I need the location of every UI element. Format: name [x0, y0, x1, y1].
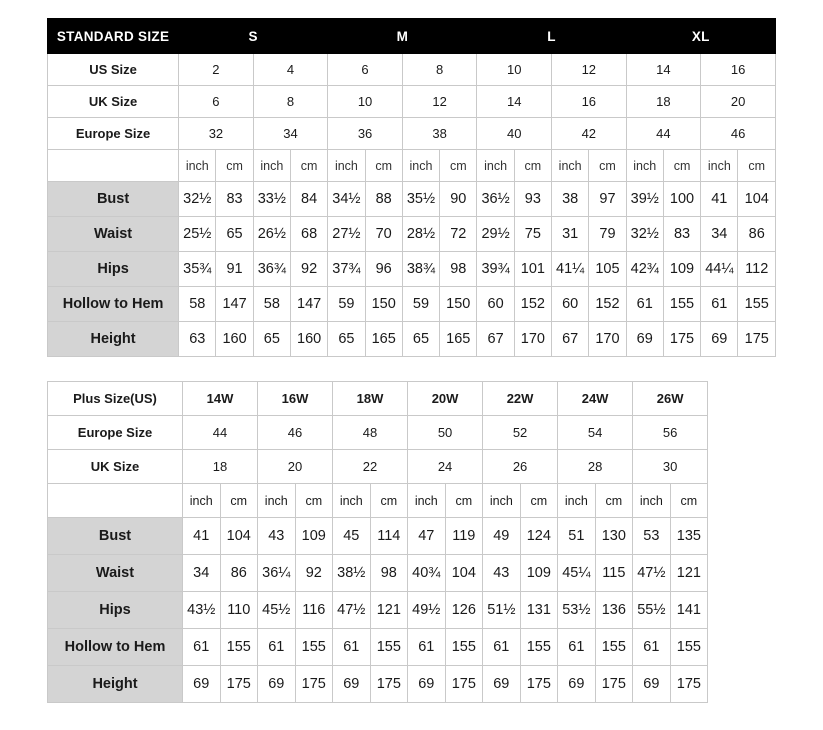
cell-value: 67 [477, 322, 514, 357]
cell-value: 10 [328, 86, 403, 118]
cell-value: 42 [552, 118, 627, 150]
cell-value: 147 [290, 287, 327, 322]
row-label-uk-size: UK Size [48, 450, 183, 484]
plus-header-size: 20W [408, 382, 483, 416]
cell-value: 46 [258, 416, 333, 450]
cell-value: 25½ [179, 217, 216, 252]
unit-cell: cm [663, 150, 700, 182]
cell-value: 155 [663, 287, 700, 322]
cell-value: 116 [295, 592, 333, 629]
table-row [48, 629, 708, 666]
standard-units-row [48, 150, 776, 182]
standard-header-title: STANDARD SIZE [48, 19, 179, 54]
cell-value: 70 [365, 217, 402, 252]
cell-value: 49½ [408, 592, 446, 629]
cell-value: 4 [253, 54, 328, 86]
cell-value: 121 [370, 592, 408, 629]
cell-value: 43 [258, 518, 296, 555]
cell-value: 28 [558, 450, 633, 484]
cell-value: 59 [402, 287, 439, 322]
cell-value: 124 [520, 518, 558, 555]
unit-cell: cm [514, 150, 551, 182]
row-label-uk-size: UK Size [48, 86, 179, 118]
table-row [48, 118, 776, 150]
cell-value: 135 [670, 518, 708, 555]
cell-value: 105 [589, 252, 626, 287]
cell-value: 109 [520, 555, 558, 592]
cell-value: 36¾ [253, 252, 290, 287]
plus-header-size: 18W [333, 382, 408, 416]
cell-value: 44 [626, 118, 701, 150]
cell-value: 86 [738, 217, 776, 252]
cell-value: 35½ [402, 182, 439, 217]
cell-value: 24 [408, 450, 483, 484]
cell-value: 160 [216, 322, 253, 357]
cell-value: 55½ [633, 592, 671, 629]
cell-value: 131 [520, 592, 558, 629]
cell-value: 58 [179, 287, 216, 322]
cell-value: 175 [370, 666, 408, 703]
table-row [48, 450, 708, 484]
cell-value: 45¼ [558, 555, 596, 592]
units-row-label [48, 150, 179, 182]
cell-value: 67 [552, 322, 589, 357]
unit-cell: inch [701, 150, 738, 182]
cell-value: 14 [626, 54, 701, 86]
row-label-waist: Waist [48, 217, 179, 252]
cell-value: 47½ [633, 555, 671, 592]
cell-value: 43½ [183, 592, 221, 629]
unit-cell: inch [633, 484, 671, 518]
cell-value: 61 [558, 629, 596, 666]
standard-header-group-s: S [179, 19, 328, 54]
unit-cell: inch [402, 150, 439, 182]
row-label-bust: Bust [48, 182, 179, 217]
cell-value: 2 [179, 54, 254, 86]
cell-value: 104 [445, 555, 483, 592]
table-row [48, 252, 776, 287]
cell-value: 175 [670, 666, 708, 703]
row-label-height: Height [48, 322, 179, 357]
cell-value: 155 [738, 287, 776, 322]
unit-cell: cm [370, 484, 408, 518]
table-row [48, 217, 776, 252]
cell-value: 41 [183, 518, 221, 555]
cell-value: 92 [295, 555, 333, 592]
cell-value: 51½ [483, 592, 521, 629]
cell-value: 36¼ [258, 555, 296, 592]
cell-value: 61 [183, 629, 221, 666]
cell-value: 86 [220, 555, 258, 592]
row-label-bust: Bust [48, 518, 183, 555]
cell-value: 96 [365, 252, 402, 287]
cell-value: 155 [520, 629, 558, 666]
cell-value: 65 [253, 322, 290, 357]
row-label-hollow-to-hem: Hollow to Hem [48, 287, 179, 322]
cell-value: 155 [670, 629, 708, 666]
row-label-hips: Hips [48, 252, 179, 287]
table-row [48, 592, 708, 629]
cell-value: 37¾ [328, 252, 365, 287]
unit-cell: cm [670, 484, 708, 518]
cell-value: 38¾ [402, 252, 439, 287]
unit-cell: cm [520, 484, 558, 518]
cell-value: 61 [701, 287, 738, 322]
cell-value: 53½ [558, 592, 596, 629]
cell-value: 38 [402, 118, 477, 150]
plus-size-table [47, 381, 708, 703]
cell-value: 28½ [402, 217, 439, 252]
cell-value: 97 [589, 182, 626, 217]
cell-value: 112 [738, 252, 776, 287]
cell-value: 104 [220, 518, 258, 555]
cell-value: 175 [520, 666, 558, 703]
cell-value: 47½ [333, 592, 371, 629]
cell-value: 93 [514, 182, 551, 217]
cell-value: 10 [477, 54, 552, 86]
cell-value: 136 [595, 592, 633, 629]
cell-value: 69 [408, 666, 446, 703]
cell-value: 61 [408, 629, 446, 666]
unit-cell: cm [365, 150, 402, 182]
unit-cell: inch [477, 150, 514, 182]
cell-value: 155 [595, 629, 633, 666]
row-label-waist: Waist [48, 555, 183, 592]
unit-cell: cm [220, 484, 258, 518]
cell-value: 83 [216, 182, 253, 217]
cell-value: 175 [220, 666, 258, 703]
unit-cell: inch [558, 484, 596, 518]
cell-value: 150 [365, 287, 402, 322]
cell-value: 48 [333, 416, 408, 450]
table-row [48, 518, 708, 555]
cell-value: 110 [220, 592, 258, 629]
cell-value: 58 [253, 287, 290, 322]
cell-value: 101 [514, 252, 551, 287]
cell-value: 60 [552, 287, 589, 322]
cell-value: 155 [370, 629, 408, 666]
plus-header-label: Plus Size(US) [48, 382, 183, 416]
unit-cell: inch [483, 484, 521, 518]
unit-cell: inch [258, 484, 296, 518]
cell-value: 65 [216, 217, 253, 252]
cell-value: 54 [558, 416, 633, 450]
cell-value: 35¾ [179, 252, 216, 287]
cell-value: 152 [514, 287, 551, 322]
cell-value: 34 [183, 555, 221, 592]
cell-value: 16 [701, 54, 776, 86]
standard-table-header-row [48, 19, 776, 54]
cell-value: 98 [370, 555, 408, 592]
plus-header-size: 26W [633, 382, 708, 416]
table-row [48, 287, 776, 322]
cell-value: 69 [633, 666, 671, 703]
cell-value: 69 [333, 666, 371, 703]
cell-value: 170 [514, 322, 551, 357]
cell-value: 155 [220, 629, 258, 666]
cell-value: 100 [663, 182, 700, 217]
cell-value: 16 [552, 86, 627, 118]
unit-cell: cm [295, 484, 333, 518]
cell-value: 45½ [258, 592, 296, 629]
cell-value: 61 [633, 629, 671, 666]
cell-value: 69 [483, 666, 521, 703]
plus-size-section [47, 381, 776, 703]
plus-table-header-row [48, 382, 708, 416]
cell-value: 20 [701, 86, 776, 118]
cell-value: 32½ [179, 182, 216, 217]
unit-cell: inch [626, 150, 663, 182]
cell-value: 109 [663, 252, 700, 287]
cell-value: 69 [183, 666, 221, 703]
cell-value: 170 [589, 322, 626, 357]
cell-value: 6 [179, 86, 254, 118]
cell-value: 51 [558, 518, 596, 555]
cell-value: 141 [670, 592, 708, 629]
plus-header-size: 14W [183, 382, 258, 416]
cell-value: 52 [483, 416, 558, 450]
cell-value: 12 [402, 86, 477, 118]
cell-value: 31 [552, 217, 589, 252]
units-row-label [48, 484, 183, 518]
cell-value: 56 [633, 416, 708, 450]
standard-header-group-m: M [328, 19, 477, 54]
row-label-height: Height [48, 666, 183, 703]
cell-value: 50 [408, 416, 483, 450]
cell-value: 92 [290, 252, 327, 287]
cell-value: 160 [290, 322, 327, 357]
cell-value: 36½ [477, 182, 514, 217]
cell-value: 18 [183, 450, 258, 484]
cell-value: 18 [626, 86, 701, 118]
unit-cell: cm [589, 150, 626, 182]
cell-value: 175 [663, 322, 700, 357]
cell-value: 6 [328, 54, 403, 86]
cell-value: 109 [295, 518, 333, 555]
cell-value: 20 [258, 450, 333, 484]
row-label-us-size: US Size [48, 54, 179, 86]
row-label-hollow-to-hem: Hollow to Hem [48, 629, 183, 666]
unit-cell: cm [738, 150, 776, 182]
cell-value: 32½ [626, 217, 663, 252]
plus-header-size: 24W [558, 382, 633, 416]
unit-cell: inch [253, 150, 290, 182]
cell-value: 26 [483, 450, 558, 484]
cell-value: 14 [477, 86, 552, 118]
standard-header-group-xl: XL [626, 19, 775, 54]
cell-value: 39¾ [477, 252, 514, 287]
plus-header-size: 22W [483, 382, 558, 416]
cell-value: 60 [477, 287, 514, 322]
cell-value: 165 [440, 322, 477, 357]
cell-value: 29½ [477, 217, 514, 252]
cell-value: 79 [589, 217, 626, 252]
cell-value: 69 [701, 322, 738, 357]
cell-value: 61 [258, 629, 296, 666]
table-row [48, 86, 776, 118]
cell-value: 104 [738, 182, 776, 217]
cell-value: 152 [589, 287, 626, 322]
unit-cell: inch [179, 150, 216, 182]
cell-value: 175 [295, 666, 333, 703]
unit-cell: inch [183, 484, 221, 518]
cell-value: 126 [445, 592, 483, 629]
unit-cell: cm [595, 484, 633, 518]
table-row [48, 54, 776, 86]
cell-value: 40¾ [408, 555, 446, 592]
unit-cell: inch [328, 150, 365, 182]
table-row [48, 322, 776, 357]
cell-value: 8 [253, 86, 328, 118]
plus-units-row [48, 484, 708, 518]
cell-value: 46 [701, 118, 776, 150]
row-label-europe-size: Europe Size [48, 118, 179, 150]
cell-value: 61 [483, 629, 521, 666]
cell-value: 91 [216, 252, 253, 287]
cell-value: 34 [701, 217, 738, 252]
cell-value: 36 [328, 118, 403, 150]
cell-value: 130 [595, 518, 633, 555]
cell-value: 38½ [333, 555, 371, 592]
cell-value: 68 [290, 217, 327, 252]
cell-value: 65 [328, 322, 365, 357]
cell-value: 147 [216, 287, 253, 322]
cell-value: 65 [402, 322, 439, 357]
cell-value: 39½ [626, 182, 663, 217]
cell-value: 47 [408, 518, 446, 555]
cell-value: 42¾ [626, 252, 663, 287]
cell-value: 53 [633, 518, 671, 555]
unit-cell: cm [445, 484, 483, 518]
cell-value: 175 [445, 666, 483, 703]
cell-value: 115 [595, 555, 633, 592]
cell-value: 119 [445, 518, 483, 555]
unit-cell: cm [216, 150, 253, 182]
cell-value: 61 [626, 287, 663, 322]
standard-size-table [47, 18, 776, 357]
unit-cell: inch [408, 484, 446, 518]
cell-value: 34 [253, 118, 328, 150]
cell-value: 165 [365, 322, 402, 357]
row-label-hips: Hips [48, 592, 183, 629]
cell-value: 40 [477, 118, 552, 150]
cell-value: 30 [633, 450, 708, 484]
cell-value: 59 [328, 287, 365, 322]
cell-value: 61 [333, 629, 371, 666]
cell-value: 121 [670, 555, 708, 592]
table-row [48, 555, 708, 592]
unit-cell: inch [333, 484, 371, 518]
cell-value: 88 [365, 182, 402, 217]
cell-value: 98 [440, 252, 477, 287]
cell-value: 84 [290, 182, 327, 217]
table-row [48, 182, 776, 217]
cell-value: 32 [179, 118, 254, 150]
cell-value: 41¼ [552, 252, 589, 287]
row-label-europe-size: Europe Size [48, 416, 183, 450]
cell-value: 44 [183, 416, 258, 450]
cell-value: 63 [179, 322, 216, 357]
cell-value: 150 [440, 287, 477, 322]
cell-value: 49 [483, 518, 521, 555]
cell-value: 90 [440, 182, 477, 217]
table-row [48, 416, 708, 450]
cell-value: 114 [370, 518, 408, 555]
cell-value: 26½ [253, 217, 290, 252]
cell-value: 43 [483, 555, 521, 592]
cell-value: 155 [445, 629, 483, 666]
cell-value: 175 [738, 322, 776, 357]
cell-value: 69 [258, 666, 296, 703]
table-row [48, 666, 708, 703]
cell-value: 41 [701, 182, 738, 217]
cell-value: 12 [552, 54, 627, 86]
cell-value: 69 [558, 666, 596, 703]
standard-header-group-l: L [477, 19, 626, 54]
cell-value: 33½ [253, 182, 290, 217]
unit-cell: cm [440, 150, 477, 182]
unit-cell: inch [552, 150, 589, 182]
unit-cell: cm [290, 150, 327, 182]
cell-value: 175 [595, 666, 633, 703]
cell-value: 8 [402, 54, 477, 86]
cell-value: 34½ [328, 182, 365, 217]
cell-value: 44¼ [701, 252, 738, 287]
cell-value: 75 [514, 217, 551, 252]
cell-value: 27½ [328, 217, 365, 252]
cell-value: 155 [295, 629, 333, 666]
cell-value: 72 [440, 217, 477, 252]
cell-value: 83 [663, 217, 700, 252]
cell-value: 22 [333, 450, 408, 484]
plus-header-size: 16W [258, 382, 333, 416]
cell-value: 69 [626, 322, 663, 357]
cell-value: 45 [333, 518, 371, 555]
cell-value: 38 [552, 182, 589, 217]
